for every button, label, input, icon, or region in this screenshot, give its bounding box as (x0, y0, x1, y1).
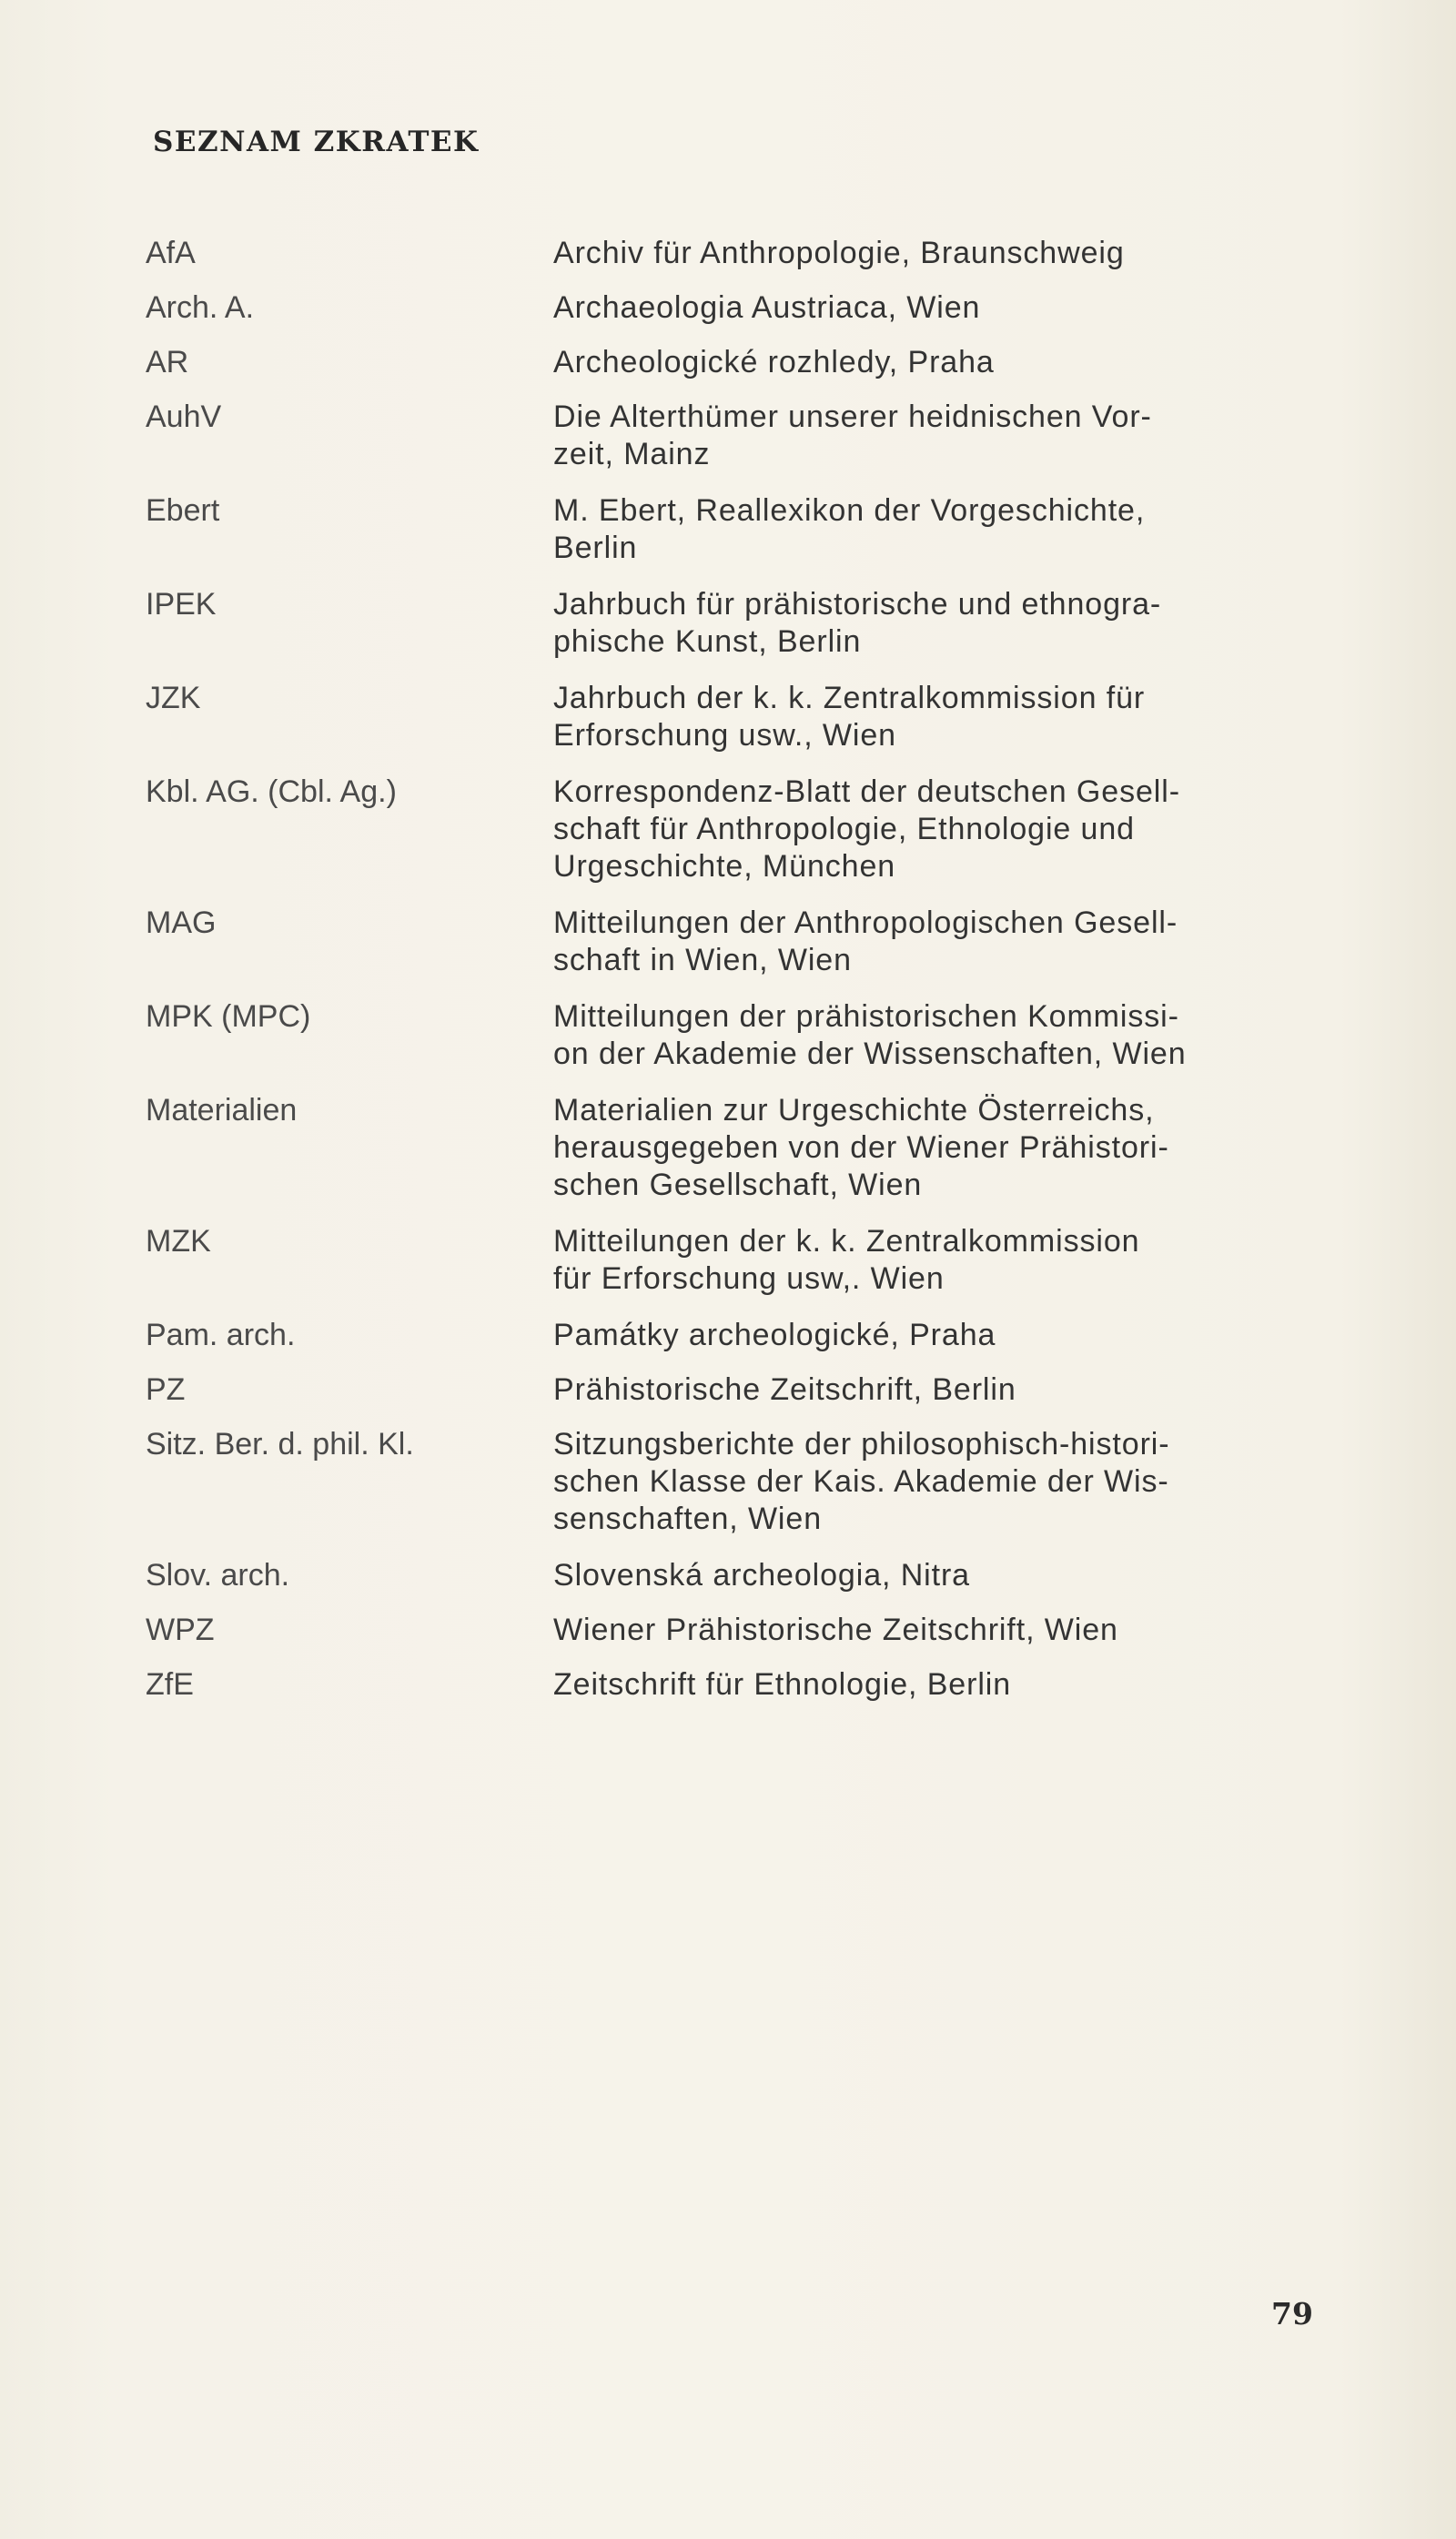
abbreviation-entry (146, 1092, 1329, 1204)
abbreviation-entry (146, 1666, 1329, 1704)
description-line: zeit, Mainz (553, 437, 711, 471)
description-line: senschaften, Wien (553, 1502, 823, 1536)
description-line: herausgegeben von der Wiener Prähistori- (553, 1130, 1169, 1165)
abbreviation-description (553, 905, 1329, 979)
description-line: Jahrbuch der k. k. Zentralkommission für (553, 681, 1146, 715)
abbreviation-description (553, 1557, 1329, 1594)
abbreviation-entry (146, 774, 1329, 885)
description-line: Památky archeologické, Praha (553, 1318, 996, 1352)
abbreviation-entry (146, 1557, 1329, 1594)
abbreviation-entry (146, 492, 1329, 567)
page-heading: SEZNAM ZKRATEK (153, 126, 480, 158)
abbreviation-term: Sitz. Ber. d. phil. Kl. (146, 1427, 414, 1462)
description-line: Die Alterthümer unserer heidnischen Vor- (553, 400, 1152, 434)
description-line: Slovenská archeologia, Nitra (553, 1558, 970, 1593)
abbreviation-description (553, 1223, 1329, 1298)
abbreviation-description (553, 1612, 1329, 1649)
abbreviation-entry (146, 1426, 1329, 1538)
abbreviation-description (553, 289, 1329, 327)
description-line: Sitzungsberichte der philosophisch-histori- (553, 1427, 1170, 1462)
description-line: Mitteilungen der Anthropologischen Gesell- (553, 905, 1178, 940)
abbreviation-description (553, 1317, 1329, 1354)
abbreviation-term: WPZ (146, 1613, 215, 1647)
abbreviation-entry (146, 680, 1329, 754)
description-line: Mitteilungen der prähistorischen Kommissi- (553, 999, 1179, 1034)
description-line: Materialien zur Urgeschichte Österreichs, (553, 1093, 1155, 1128)
abbreviation-entry (146, 1612, 1329, 1649)
description-line: Berlin (553, 531, 638, 565)
abbreviation-term: AuhV (146, 400, 222, 434)
description-line: Prähistorische Zeitschrift, Berlin (553, 1372, 1016, 1407)
description-line: Wiener Prähistorische Zeitschrift, Wien (553, 1613, 1118, 1647)
abbreviation-term: Ebert (146, 493, 220, 528)
description-line: Mitteilungen der k. k. Zentralkommission (553, 1224, 1140, 1259)
description-line: phische Kunst, Berlin (553, 624, 862, 659)
description-line: Korrespondenz-Blatt der deutschen Gesell- (553, 774, 1180, 809)
abbreviation-term: Pam. arch. (146, 1318, 296, 1352)
abbreviation-entry (146, 905, 1329, 979)
abbreviation-term: IPEK (146, 587, 217, 622)
description-line: Archeologické rozhledy, Praha (553, 345, 995, 379)
abbreviation-description (553, 1666, 1329, 1704)
abbreviation-description (553, 774, 1329, 885)
description-line: Zeitschrift für Ethnologie, Berlin (553, 1667, 1012, 1702)
abbreviation-description (553, 1371, 1329, 1409)
abbreviation-description (553, 235, 1329, 272)
abbreviation-term: AfA (146, 236, 196, 270)
abbreviation-description (553, 1092, 1329, 1204)
description-line: Jahrbuch für prähistorische und ethnogra- (553, 587, 1162, 622)
description-line: on der Akademie der Wissenschaften, Wien (553, 1037, 1187, 1071)
abbreviation-list (146, 235, 1329, 1721)
abbreviation-entry (146, 1317, 1329, 1354)
abbreviation-entry (146, 289, 1329, 327)
abbreviation-term: MAG (146, 905, 217, 940)
abbreviation-term: MPK (MPC) (146, 999, 311, 1034)
abbreviation-description (553, 586, 1329, 661)
abbreviation-description (553, 344, 1329, 381)
abbreviation-term: AR (146, 345, 189, 379)
page-number: 79 (1271, 2296, 1313, 2332)
abbreviation-entry (146, 586, 1329, 661)
description-line: schen Klasse der Kais. Akademie der Wis- (553, 1464, 1169, 1499)
abbreviation-entry (146, 1371, 1329, 1409)
abbreviation-entry (146, 399, 1329, 473)
abbreviation-entry (146, 235, 1329, 272)
description-line: für Erforschung usw,. Wien (553, 1261, 945, 1296)
abbreviation-entry (146, 344, 1329, 381)
abbreviation-description (553, 1426, 1329, 1538)
description-line: Urgeschichte, München (553, 849, 896, 884)
description-line: Archiv für Anthropologie, Braunschweig (553, 236, 1125, 270)
abbreviation-description (553, 492, 1329, 567)
abbreviation-term: Arch. A. (146, 290, 255, 325)
abbreviation-term: JZK (146, 681, 201, 715)
description-line: schaft für Anthropologie, Ethnologie und (553, 812, 1135, 846)
description-line: schaft in Wien, Wien (553, 943, 852, 977)
description-line: Archaeologia Austriaca, Wien (553, 290, 981, 325)
abbreviation-entry (146, 1223, 1329, 1298)
abbreviation-term: Slov. arch. (146, 1558, 290, 1593)
abbreviation-description (553, 998, 1329, 1073)
description-line: M. Ebert, Reallexikon der Vorgeschichte, (553, 493, 1146, 528)
abbreviation-term: Kbl. AG. (Cbl. Ag.) (146, 774, 397, 809)
abbreviation-entry (146, 998, 1329, 1073)
abbreviation-term: ZfE (146, 1667, 194, 1702)
description-line: schen Gesellschaft, Wien (553, 1168, 923, 1202)
abbreviation-description (553, 680, 1329, 754)
abbreviation-description (553, 399, 1329, 473)
abbreviation-term: MZK (146, 1224, 211, 1259)
abbreviation-term: Materialien (146, 1093, 298, 1128)
abbreviation-term: PZ (146, 1372, 186, 1407)
description-line: Erforschung usw., Wien (553, 718, 896, 753)
